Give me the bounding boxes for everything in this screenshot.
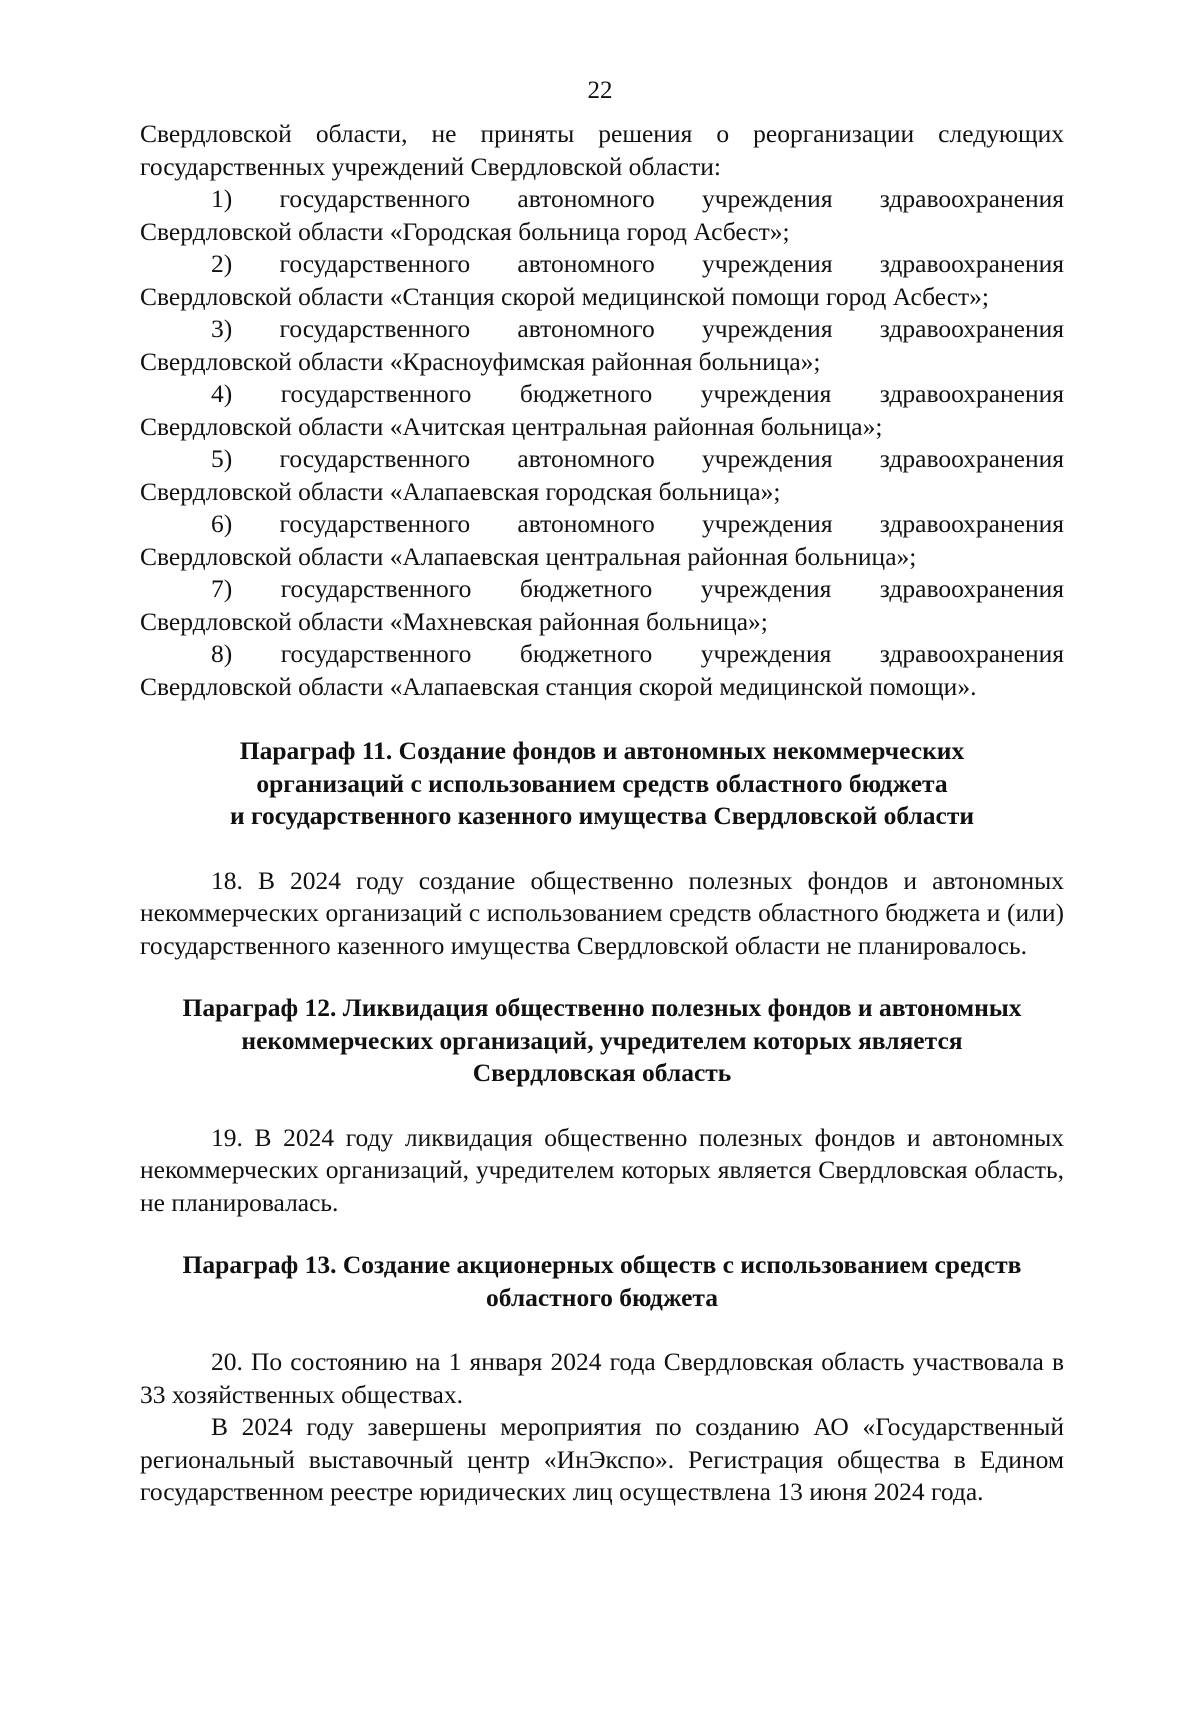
intro-line-2: государственных учреждений Свердловской области:: [140, 151, 721, 181]
list-item-line-2: Свердловской области «Станция скорой медицинской помощи город Асбест»;: [140, 281, 989, 311]
list-item-line-1: 5) государственного автономного учреждения здравоохранения: [211, 444, 1064, 473]
section-heading-12: [140, 992, 1064, 1090]
institution-list: [140, 183, 1064, 703]
list-item-line-2: Свердловской области «Алапаевская станция скорой медицинской помощи».: [140, 671, 977, 701]
list-item-line-2: Свердловской области «Красноуфимская районная больница»;: [140, 346, 821, 376]
list-item-line-2: Свердловской области «Алапаевская центральная районная больница»;: [140, 541, 917, 571]
document-body: [140, 118, 1064, 1509]
list-item-line-2: Свердловской области «Махневская районная больница»;: [140, 606, 768, 636]
paragraph-18: 18. В 2024 году создание общественно полезных фондов и автономных некоммерческих организаций с использованием средств областного бюджета и (или) государственного казенного имущества Свердловской области не планировалось.: [140, 865, 1064, 960]
paragraph-20-continued: В 2024 году завершены мероприятия по созданию АО «Государственный региональный выставочный центр «ИнЭкспо». Регистрация общества в Едином государственном реестре юридических лиц осуществлена 13 июня 2024 года.: [140, 1412, 1064, 1506]
list-item-line-1: 3) государственного автономного учреждения здравоохранения: [211, 314, 1064, 343]
section-heading-11: [140, 735, 1064, 833]
list-item-line-2: Свердловской области «Городская больница город Асбест»;: [140, 216, 790, 246]
paragraph-19: 19. В 2024 году ликвидация общественно полезных фондов и автономных некоммерческих организаций, учредителем которых является Свердловская область, не планировалась.: [140, 1122, 1064, 1217]
list-item: [140, 443, 1064, 508]
list-item-line-1: 7) государственного бюджетного учреждения здравоохранения: [211, 574, 1064, 603]
list-item-line-2: Свердловской области «Алапаевская городская больница»;: [140, 476, 781, 506]
list-item: [140, 183, 1064, 248]
heading-line: Параграф 13. Создание акционерных обществ с использованием средств: [182, 1250, 1022, 1279]
heading-line: Свердловская область: [472, 1058, 732, 1087]
intro-line-1: Свердловской области, не приняты решения о реорганизации следующих: [140, 119, 1064, 148]
heading-line: некоммерческих организаций, учредителем которых является: [241, 1025, 963, 1055]
list-item: [140, 638, 1064, 703]
heading-line: и государственного казенного имущества Свердловской области: [229, 801, 975, 830]
heading-line: Параграф 12. Ликвидация общественно полезных фондов и автономных: [182, 993, 1022, 1022]
heading-line: областного бюджета: [485, 1282, 718, 1312]
list-item-line-1: 2) государственного автономного учреждения здравоохранения: [211, 249, 1064, 278]
heading-line: организаций с использованием средств областного бюджета: [256, 768, 948, 798]
list-item: [140, 313, 1064, 378]
heading-line: Параграф 11. Создание фондов и автономных некоммерческих: [239, 736, 965, 765]
list-item-line-1: 6) государственного автономного учреждения здравоохранения: [211, 509, 1064, 538]
list-item: [140, 378, 1064, 443]
page-number: 22: [587, 77, 613, 104]
list-item-line-2: Свердловской области «Ачитская центральная районная больница»;: [140, 411, 883, 441]
paragraph-20: 20. По состоянию на 1 января 2024 года Свердловская область участвовала в 33 хозяйственных обществах.: [140, 1347, 1064, 1409]
list-item-line-1: 8) государственного бюджетного учреждения здравоохранения: [211, 639, 1064, 668]
list-item-line-1: 1) государственного автономного учреждения здравоохранения: [211, 184, 1064, 213]
list-item-line-1: 4) государственного бюджетного учреждения здравоохранения: [211, 379, 1064, 408]
list-item: [140, 573, 1064, 638]
list-item: [140, 248, 1064, 313]
section-heading-13: [140, 1249, 1064, 1314]
list-item: [140, 508, 1064, 573]
